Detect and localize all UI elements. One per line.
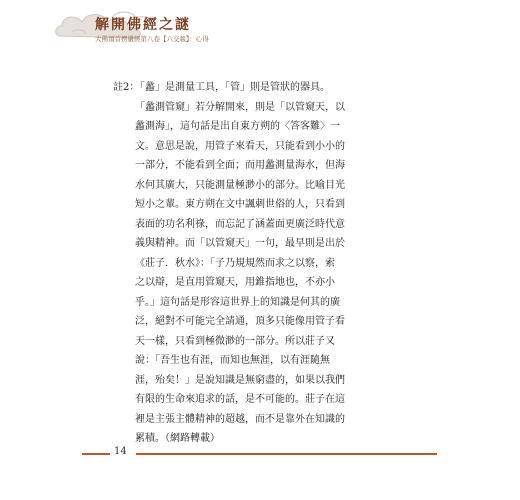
note-line: 累積。（網路轉載）	[135, 433, 220, 444]
note-line: 涯，殆矣！」是說知識是無窮盡的，如果以我們	[135, 374, 345, 386]
note-line: 「蠡測管窺」若分解開來，則是「以管窺天，以	[135, 101, 345, 113]
note-line: 之以辯，是直用管窺天，用錐指地也，不亦小	[135, 277, 335, 288]
footer-rule-left	[82, 453, 110, 455]
note-line: 裡是主張主體精神的超越，而不是靠外在知識的	[135, 413, 345, 425]
note-label: 註2：	[113, 82, 140, 93]
footer-rule-right	[136, 453, 437, 455]
note-line: 蠡測海」，這句話是出自東方朔的〈答客難〉一	[135, 121, 340, 132]
note-line: 說：「吾生也有涯，而知也無涯，以有涯隨無	[135, 355, 330, 366]
note-line: 文。意思是說，用管子來看天，只能看到小小的	[135, 140, 345, 152]
note-line: 水何其廣大，只能測量極渺小的部分。比喻目光	[135, 179, 345, 191]
note-line: 天一樣，只看到極微渺的一部分。所以莊子又	[135, 335, 335, 347]
note-line: 「蠡」是測量工具，「管」則是管狀的器具。	[135, 82, 330, 93]
note-line: 表面的功名利祿，而忘記了涵蓋面更廣泛時代意	[135, 218, 345, 230]
note-line: 泛，絕對不可能完全請通，頂多只能像用管子看	[135, 316, 345, 327]
note-line: 一部分，不能看到全面；而用蠡測量海水，但海	[135, 160, 345, 171]
page-header	[0, 0, 520, 58]
note-line: 乎。」這句話是形容這世界上的知識是何其的廣	[135, 296, 340, 308]
note-block	[113, 78, 397, 449]
page-number: 14	[114, 446, 127, 457]
note-line: 義與精神。而「以管窺天」一句，最早則是出於	[135, 238, 345, 249]
note-line: 有限的生命來追求的話，是不可能的。莊子在這	[135, 394, 345, 405]
book-title: 解開佛經之謎	[95, 17, 191, 33]
book-subtitle: 大佛頂首楞嚴經第八卷【六交報】：心得	[95, 35, 209, 43]
note-line: 短小之輩。東方朔在文中諷刺世俗的人，只看到	[135, 199, 345, 210]
note-line: 《莊子．秋水》：「子乃規規然而求之以察，索	[135, 257, 335, 269]
